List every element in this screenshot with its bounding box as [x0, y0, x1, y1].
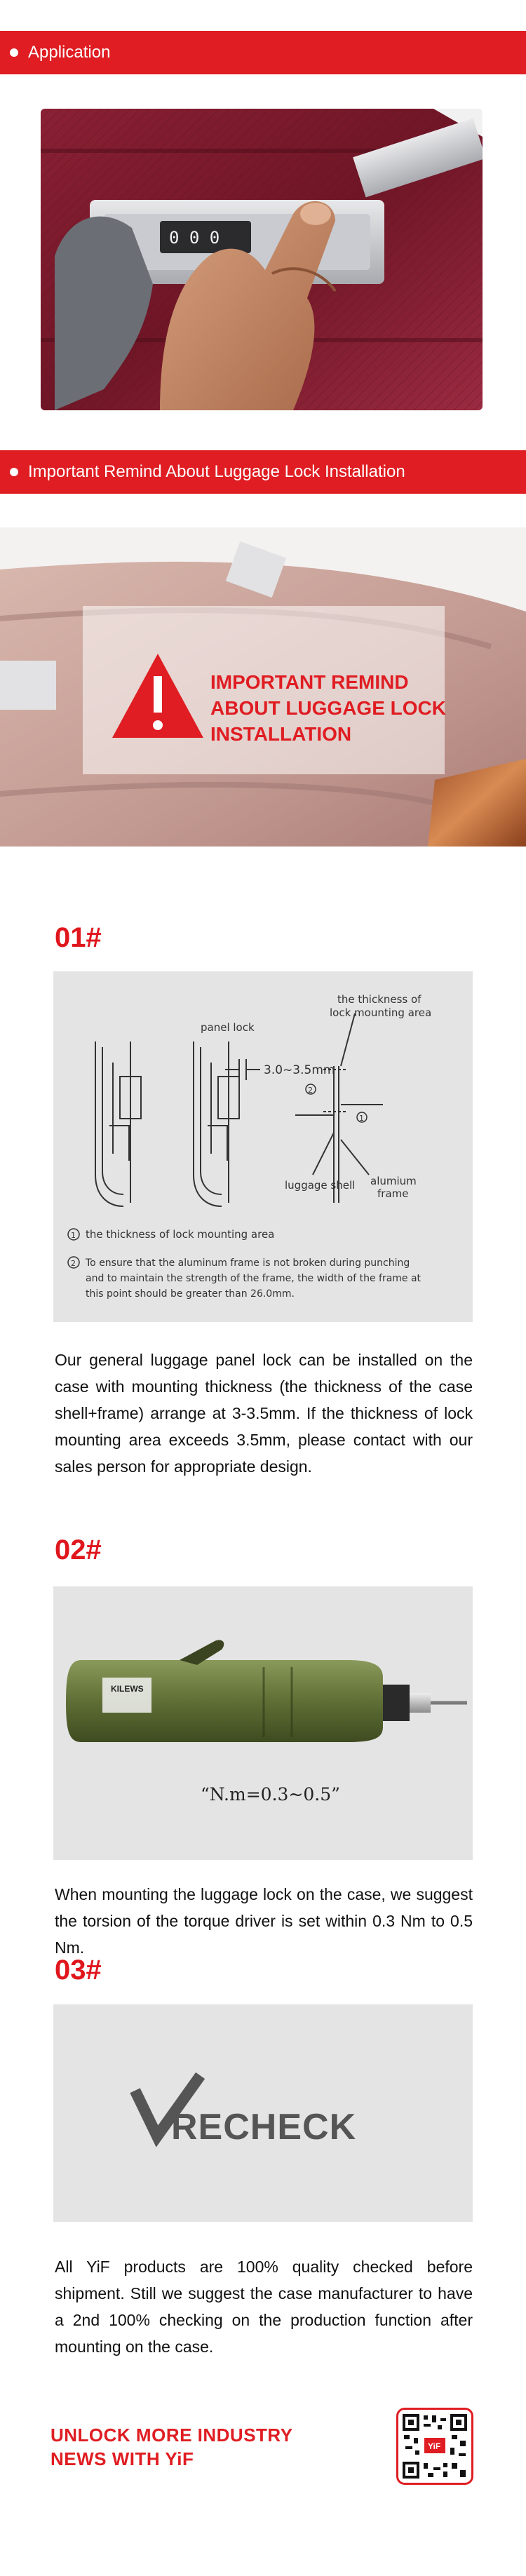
note-marker-2-label: 2	[71, 1259, 76, 1268]
bullet-dot-icon	[10, 468, 18, 476]
marker-1-label: 1	[359, 1114, 364, 1123]
step-number-01: 01#	[55, 922, 102, 953]
step3-description: All YiF products are 100% quality checked before shipment. Still we suggest the case manufacturer to have a 2nd 100% checking on the production function after mounting on the case.	[55, 2258, 473, 2356]
section-header-important-remind	[0, 450, 526, 494]
lock-dial-digits: 0 0 0	[169, 228, 220, 248]
label-luggage-shell: luggage shell	[285, 1179, 356, 1192]
label-thickness-line1: the thickness of	[337, 993, 422, 1006]
lock-section-left	[95, 1041, 141, 1206]
torque-driver-illustration	[53, 1586, 473, 1860]
note-2-line1: To ensure that the aluminum frame is not broken during punching	[86, 1257, 410, 1269]
note-1: the thickness of lock mounting area	[86, 1228, 275, 1241]
cta-line-2: NEWS WITH YiF	[50, 2448, 194, 2469]
recheck-label: RECHECK	[171, 2107, 357, 2147]
step-number-02: 02#	[55, 1535, 102, 1565]
remind-photo	[0, 527, 526, 847]
torque-value-label: “N.m=0.3~0.5”	[201, 1784, 340, 1805]
footer-cta	[50, 2423, 317, 2471]
remind-line-2: ABOUT LUGGAGE LOCK	[210, 697, 446, 719]
application-photo	[41, 109, 483, 410]
label-frame-line1: alumium	[370, 1175, 417, 1187]
panel-lock-section	[194, 1041, 260, 1206]
remind-illustration	[0, 527, 526, 847]
step1-description: Our general luggage panel lock can be installed on the case with mounting thickness (the thickness of the case shell+frame) arrange at 3-3.5mm. If the thickness of lock mounting area exceeds 3.5mm, please contact with our sales person for appropriate design.	[55, 1351, 473, 1476]
cta-line-1: UNLOCK MORE INDUSTRY	[50, 2425, 293, 2446]
remind-line-1: IMPORTANT REMIND	[210, 671, 409, 693]
qr-center-logo: YiF	[428, 2441, 441, 2451]
luggage-lock-illustration	[41, 109, 483, 410]
section-title: Important Remind About Luggage Lock Installation	[28, 462, 405, 481]
label-thickness-line2: lock mounting area	[330, 1006, 432, 1019]
note-marker-1-label: 1	[71, 1231, 76, 1240]
recheck-panel	[53, 2004, 473, 2222]
marker-2-label: 2	[308, 1086, 313, 1095]
note-2-line3: this point should be greater than 26.0mm.	[86, 1288, 295, 1300]
step-number-03: 03#	[55, 1955, 102, 1985]
installation-diagram	[53, 971, 473, 1322]
step2-description: When mounting the luggage lock on the case, we suggest the torsion of the torque driver is set within 0.3 Nm to 0.5 Nm.	[55, 1885, 473, 1957]
section-title: Application	[28, 43, 111, 62]
qr-code[interactable]	[396, 2408, 473, 2485]
section-header-application	[0, 31, 526, 74]
qr-code-icon	[403, 2414, 467, 2479]
note-2-line2: and to maintain the strength of the frame, the width of the frame at	[86, 1273, 422, 1284]
label-panel-lock: panel lock	[201, 1021, 255, 1034]
bullet-dot-icon	[10, 48, 18, 57]
recheck-illustration	[53, 2004, 473, 2222]
tool-brand-label: KILEWS	[111, 1684, 144, 1694]
remind-line-3: INSTALLATION	[210, 723, 352, 745]
label-frame-line2: frame	[377, 1187, 409, 1200]
installation-diagram-panel	[53, 971, 473, 1322]
label-dimension: 3.0~3.5mm	[264, 1063, 335, 1077]
torque-driver-panel	[53, 1586, 473, 1860]
